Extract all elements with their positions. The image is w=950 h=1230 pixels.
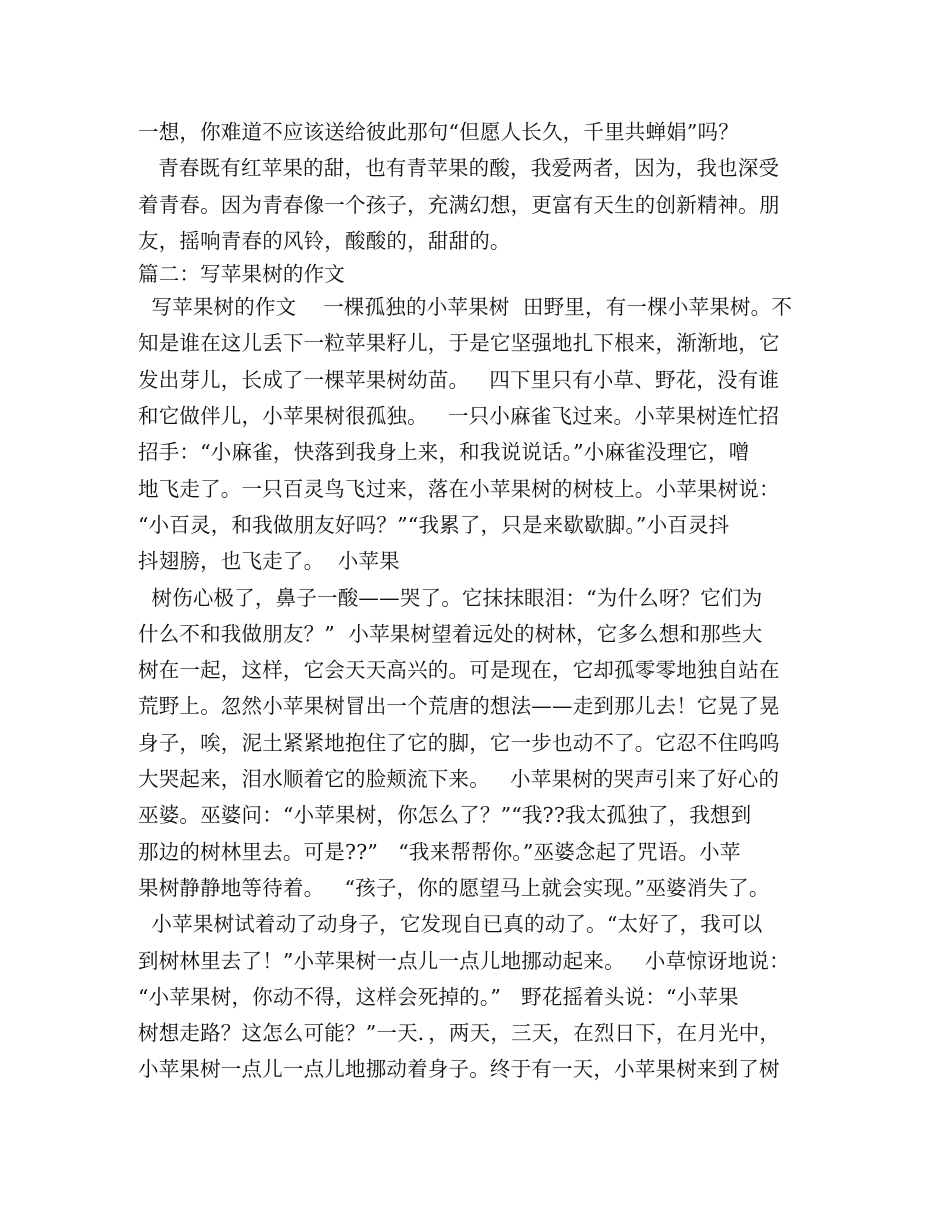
text-line: 果树静静地等待着。 “孩子，你的愿望马上就会实现。”巫婆消失了。: [138, 875, 770, 900]
text-line: 知是谁在这儿丢下一粒苹果籽儿，于是它坚强地扎下根来，渐渐地，它: [138, 331, 780, 356]
text-line: 小苹果树试着动了动身子，它发现自已真的动了。“太好了，我可以: [138, 912, 763, 937]
text-line: 发出芽儿，长成了一棵苹果树幼苗。 四下里只有小草、野花，没有谁: [138, 367, 780, 392]
text-line: 小苹果树一点儿一点儿地挪动着身子。终于有一天，小苹果树来到了树: [138, 1057, 780, 1082]
text-line: 和它做伴儿，小苹果树很孤独。 一只小麻雀飞过来。小苹果树连忙招: [138, 404, 780, 429]
text-line: 巫婆。巫婆问：“小苹果树，你怎么了？”“我??我太孤独了，我想到: [138, 803, 752, 828]
text-line: “小苹果树，你动不得，这样会死掉的。” 野花摇着头说：“小苹果: [138, 984, 739, 1009]
text-line: 到树林里去了！”小苹果树一点儿一点儿地挪动起来。 小草惊讶地说：: [138, 948, 790, 973]
text-line: 树想走路？这怎么可能？”一天．，两天，三天，在烈日下，在月光中，: [138, 1021, 781, 1046]
text-line: 着青春。因为青春像一个孩子，充满幻想，更富有天生的创新精神。朋: [138, 192, 780, 217]
essay-text: [138, 114, 838, 1088]
text-line: 那边的树林里去。可是??” “我来帮帮你。”巫婆念起了咒语。小苹: [138, 839, 741, 864]
text-line: 抖翅膀，也飞走了。 小苹果: [138, 549, 400, 574]
text-line: 招手：“小麻雀，快落到我身上来，和我说说话。”小麻雀没理它，噌: [138, 440, 750, 465]
text-line: 友，摇响青春的风铃，酸酸的，甜甜的。: [138, 228, 511, 253]
text-line: 大哭起来，泪水顺着它的脸颊流下来。 小苹果树的哭声引来了好心的: [138, 767, 780, 792]
text-line: 树伤心极了，鼻子一酸——哭了。它抹抹眼泪：“为什么呀？它们为: [138, 585, 763, 610]
text-line: 一想，你难道不应该送给彼此那句“但愿人长久，千里共蝉娟”吗？: [138, 120, 739, 144]
text-line: 写苹果树的作文 一棵孤独的小苹果树 田野里，有一棵小苹果树。不: [138, 295, 793, 320]
text-line: 荒野上。忽然小苹果树冒出一个荒唐的想法——走到那儿去！它晃了晃: [138, 694, 780, 719]
text-line: 地飞走了。一只百灵鸟飞过来，落在小苹果树的树枝上。小苹果树说：: [138, 476, 780, 501]
section-heading: 篇二：写苹果树的作文: [138, 262, 345, 287]
text-line: 身子，唉，泥土紧紧地抱住了它的脚，它一步也动不了。它忍不住呜呜: [138, 730, 780, 755]
text-line: 青春既有红苹果的甜，也有青苹果的酸，我爱两者，因为，我也深受: [138, 156, 780, 181]
text-line: 树在一起，这样，它会天天高兴的。可是现在，它却孤零零地独自站在: [138, 658, 780, 683]
text-line: 什么不和我做朋友？” 小苹果树望着远处的树林，它多么想和那些大: [138, 621, 763, 646]
text-line: “小百灵，和我做朋友好吗？”“我累了，只是来歇歇脚。”小百灵抖: [138, 512, 730, 537]
